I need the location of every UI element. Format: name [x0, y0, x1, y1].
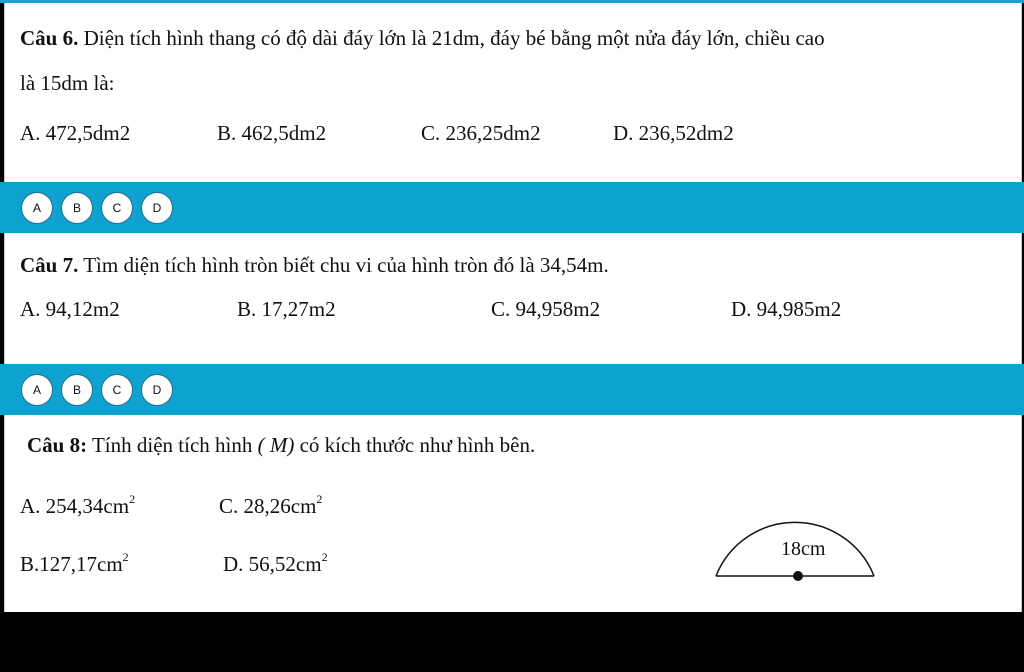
answer-bar-1-choice-c[interactable]: C — [101, 192, 133, 224]
q7-option-c: C. 94,958m2 — [491, 297, 601, 321]
question-8-line — [27, 435, 535, 456]
answer-bar-2-choice-b[interactable]: B — [61, 374, 93, 406]
q6-option-a: A. 472,5dm2 — [20, 121, 131, 145]
question-6-line1 — [20, 28, 825, 49]
q6-option-d: D. 236,52dm2 — [613, 121, 734, 145]
q8-option-a-exponent: 2 — [129, 492, 136, 506]
question-6-panel — [4, 3, 1022, 182]
semicircle-figure — [701, 483, 901, 593]
answer-bar-2-choice-d[interactable]: D — [141, 374, 173, 406]
question-7-line — [20, 255, 609, 276]
question-6-text: Diện tích hình thang có độ dài đáy lớn là 21dm, đáy bé bằng một nửa đáy lớn, chiều cao — [78, 26, 825, 50]
question-6-label: Câu 6. — [20, 26, 79, 50]
question-8-panel — [4, 415, 1022, 612]
question-7-label: Câu 7. — [20, 253, 79, 277]
answer-bar-1-choice-b[interactable]: B — [61, 192, 93, 224]
question-8-text-after: có kích thước như hình bên. — [294, 433, 536, 457]
q6-option-b: B. 462,5dm2 — [217, 121, 327, 145]
question-7-panel — [4, 233, 1022, 364]
semicircle-dimension-label: 18cm — [781, 538, 826, 560]
q8-option-b — [20, 550, 129, 576]
q8-option-d — [223, 550, 328, 576]
q8-option-c-text: C. 28,26cm — [219, 494, 317, 518]
q8-option-c-exponent: 2 — [316, 492, 323, 506]
q8-option-d-exponent: 2 — [321, 550, 328, 564]
q8-option-a-text: A. 254,34cm — [20, 494, 130, 518]
question-6-line2: là 15dm là: — [20, 71, 115, 95]
q8-option-b-text: B.127,17cm — [20, 552, 123, 576]
answer-bar-2 — [0, 364, 1024, 415]
question-8-label: Câu 8: — [27, 433, 88, 457]
semicircle-center-dot — [793, 571, 803, 581]
answer-bar-1 — [0, 182, 1024, 233]
q7-option-d: D. 94,985m2 — [731, 297, 842, 321]
q7-option-a: A. 94,12m2 — [20, 297, 120, 321]
answer-bar-2-choice-a[interactable]: A — [21, 374, 53, 406]
q6-option-c: C. 236,25dm2 — [421, 121, 541, 145]
q8-option-d-text: D. 56,52cm — [223, 552, 322, 576]
question-8-shape-name: ( M) — [257, 433, 295, 457]
answer-bar-2-choice-c[interactable]: C — [101, 374, 133, 406]
question-8-text-before: Tính diện tích hình — [87, 433, 258, 457]
q8-option-c — [219, 492, 323, 518]
q8-option-b-exponent: 2 — [122, 550, 129, 564]
q8-option-a — [20, 492, 136, 518]
question-7-text: Tìm diện tích hình tròn biết chu vi của hình tròn đó là 34,54m. — [78, 253, 609, 277]
q7-option-b: B. 17,27m2 — [237, 297, 336, 321]
answer-bar-1-choice-a[interactable]: A — [21, 192, 53, 224]
answer-bar-1-choice-d[interactable]: D — [141, 192, 173, 224]
